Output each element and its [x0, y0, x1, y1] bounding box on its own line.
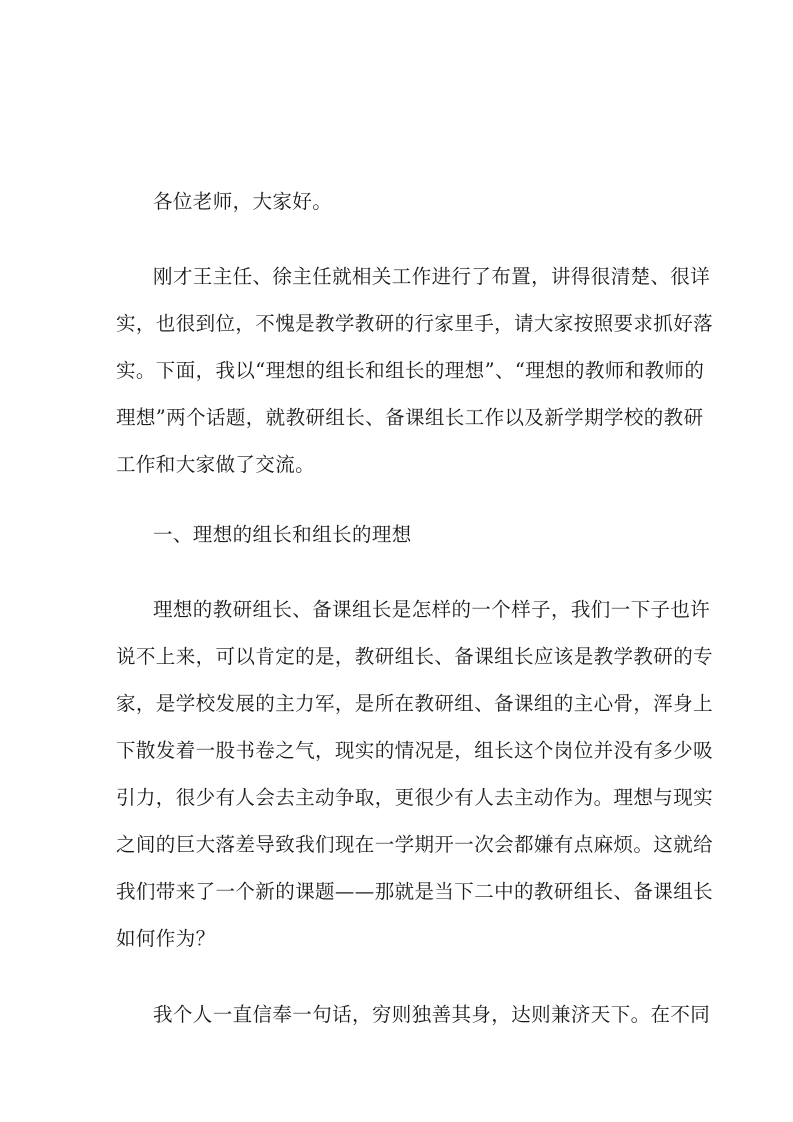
paragraph-line: 如何作为？	[116, 927, 216, 950]
paragraph-line: 我们带来了一个新的课题——那就是当下二中的教研组长、备课组长	[116, 880, 714, 903]
paragraph-line: 理想”两个话题，就教研组长、备课组长工作以及新学期学校的教研	[116, 406, 704, 429]
paragraph-line: 工作和大家做了交流。	[116, 453, 316, 476]
paragraph-line: 刚才王主任、徐主任就相关工作进行了布置，讲得很清楚、很详	[153, 265, 711, 288]
paragraph-line: 引力，很少有人会去主动争取，更很少有人去主动作为。理想与现实	[116, 786, 714, 809]
paragraph-line: 说不上来，可以肯定的是，教研组长、备课组长应该是教学教研的专	[116, 645, 714, 668]
greeting-text: 各位老师，大家好。	[153, 190, 333, 213]
paragraph-line: 理想的教研组长、备课组长是怎样的一个样子，我们一下子也许	[153, 598, 711, 621]
section-heading: 一、理想的组长和组长的理想	[153, 523, 412, 546]
paragraph-line: 实。下面，我以“理想的组长和组长的理想”、“理想的教师和教师的	[116, 359, 705, 382]
paragraph-line: 我个人一直信奉一句话，穷则独善其身，达则兼济天下。在不同	[153, 1003, 711, 1026]
paragraph-line: 下散发着一股书卷之气，现实的情况是，组长这个岗位并没有多少吸	[116, 739, 714, 762]
paragraph-line: 家，是学校发展的主力军，是所在教研组、备课组的主心骨，浑身上	[116, 692, 714, 715]
paragraph-line: 之间的巨大落差导致我们现在一学期开一次会都嫌有点麻烦。这就给	[116, 833, 714, 856]
paragraph-line: 实，也很到位，不愧是教学教研的行家里手，请大家按照要求抓好落	[116, 312, 714, 335]
